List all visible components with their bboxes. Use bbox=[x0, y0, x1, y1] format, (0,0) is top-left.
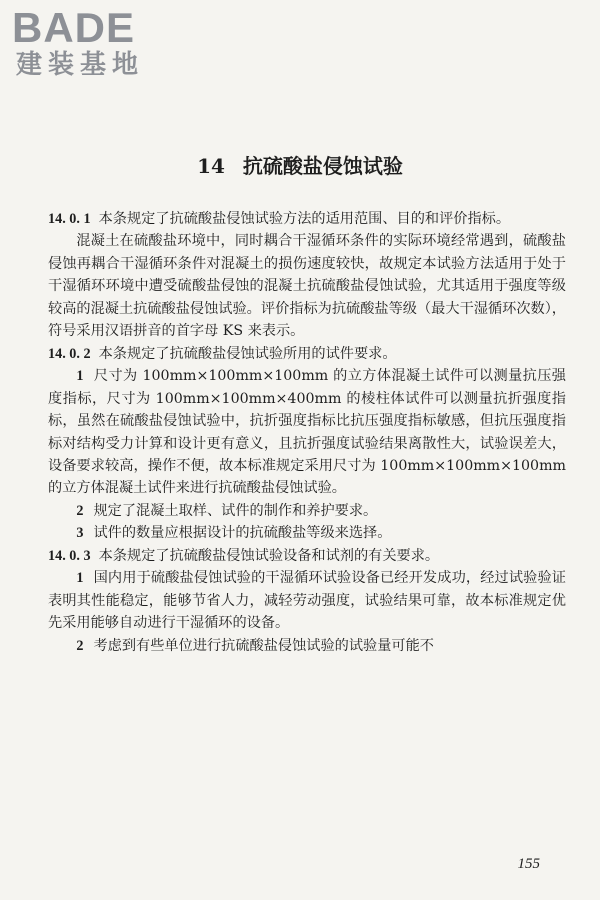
item-text: 尺寸为 100mm×100mm×100mm 的立方体混凝土试件可以测量抗压强度指标，尺寸为 100mm×100mm×400mm 的棱柱体试件可以测量抗折强度指标，虽然在硫酸盐侵蚀试验中，抗折强度指标比抗压强度指标敏感，但抗压强度指标对结构受力计算和设计更有意义，且抗折强度试验结果离散性大，试验误差大，设备要求较高，操作不便，故本标准规定采用尺寸为 100mm×100mm×100mm 的立方体混凝土试件来进行抗硫酸盐侵蚀试验。 bbox=[48, 368, 566, 497]
list-item bbox=[48, 500, 566, 522]
item-text: 规定了混凝土取样、试件的制作和养护要求。 bbox=[93, 502, 378, 519]
item-text: 考虑到有些单位进行抗硫酸盐侵蚀试验的试验量可能不 bbox=[93, 637, 434, 654]
clause-text: 本条规定了抗硫酸盐侵蚀试验方法的适用范围、目的和评价指标。 bbox=[98, 211, 511, 227]
list-item bbox=[48, 635, 566, 657]
chapter-number: 14 bbox=[197, 154, 225, 178]
logo-brand-text: BADE bbox=[12, 4, 136, 51]
item-text: 试件的数量应根据设计的抗硫酸盐等级来选择。 bbox=[93, 525, 392, 542]
clause-number: 14. 0. 2 bbox=[48, 345, 91, 362]
clause-text: 本条规定了抗硫酸盐侵蚀试验设备和试剂的有关要求。 bbox=[98, 547, 440, 564]
clause-number: 14. 0. 1 bbox=[48, 211, 91, 227]
publisher-logo bbox=[12, 6, 144, 80]
page-number: 155 bbox=[517, 856, 540, 872]
item-number: 2 bbox=[76, 502, 84, 519]
logo-subtitle: 建装基地 bbox=[16, 50, 145, 80]
paragraph-explanation: 混凝土在硫酸盐环境中，同时耦合干湿循环条件的实际环境经常遇到，硫酸盐侵蚀再耦合干湿循环条件对混凝土的损伤速度较快，故规定本试验方法适用于处于干湿循环环境中遭受硫酸盐侵蚀的混凝土抗硫酸盐侵蚀试验，尤其适用于强度等级较高的混凝土抗硫酸盐侵蚀试验。评价指标为抗硫酸盐等级（最大干湿循环次数），符号采用汉语拼音的首字母 KS 来表示。 bbox=[48, 233, 566, 340]
clause-14-0-3 bbox=[48, 545, 566, 567]
item-number: 1 bbox=[76, 570, 84, 587]
clause-text: 本条规定了抗硫酸盐侵蚀试验所用的试件要求。 bbox=[98, 345, 397, 362]
item-text: 国内用于硫酸盐侵蚀试验的干湿循环试验设备已经开发成功，经过试验验证表明其性能稳定，能够节省人力，减轻劳动强度，试验结果可靠，故本标准规定优先采用能够自动进行干湿循环的设备。 bbox=[48, 570, 566, 632]
item-number: 2 bbox=[76, 637, 84, 654]
item-number: 3 bbox=[76, 525, 84, 542]
clause-14-0-2 bbox=[48, 343, 566, 365]
clause-number: 14. 0. 3 bbox=[48, 547, 91, 564]
clause-14-0-1 bbox=[48, 208, 566, 230]
body-text bbox=[48, 208, 566, 657]
chapter-title bbox=[0, 150, 600, 179]
list-item bbox=[48, 365, 566, 500]
list-item bbox=[48, 522, 566, 544]
chapter-title-text: 抗硫酸盐侵蚀试验 bbox=[242, 154, 403, 178]
item-number: 1 bbox=[76, 368, 84, 385]
list-item bbox=[48, 567, 566, 634]
